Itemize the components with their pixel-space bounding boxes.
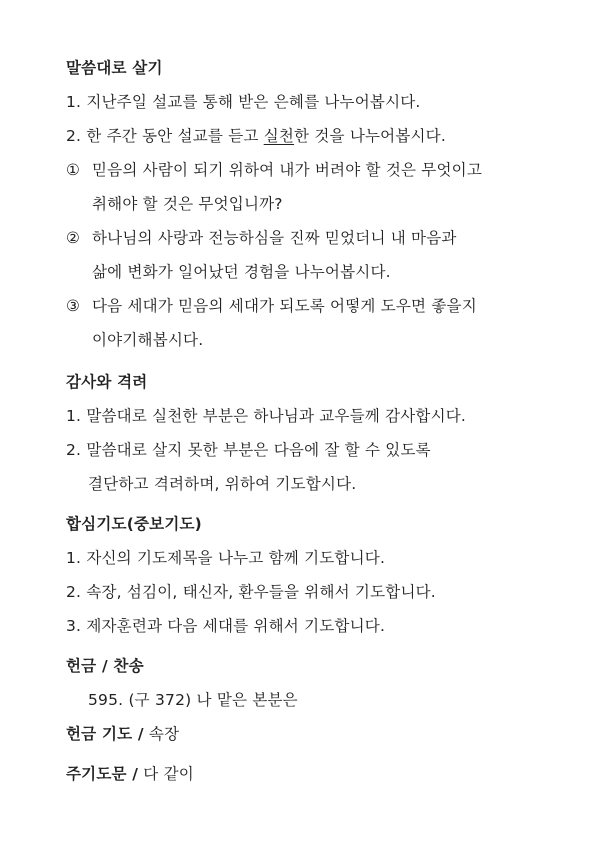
lords-prayer-value: 다 같이 bbox=[143, 765, 194, 783]
underlined-word: 실천 bbox=[263, 127, 295, 145]
list-item: 3. 제자훈련과 다음 세대를 위해서 기도합니다. bbox=[66, 617, 386, 635]
list-item bbox=[66, 126, 446, 146]
question-text-continued: 이야기해봅시다. bbox=[92, 331, 204, 349]
offering-prayer-line bbox=[66, 724, 179, 744]
question-item bbox=[66, 296, 477, 316]
question-text: 하나님의 사랑과 전능하심을 진짜 믿었더니 내 마음과 bbox=[92, 229, 457, 247]
hymn-title: 595. (구 372) 나 맡은 본분은 bbox=[88, 691, 298, 709]
list-item: 2. 말씀대로 살지 못한 부분은 다음에 잘 할 수 있도록 bbox=[66, 441, 431, 459]
offering-prayer-label: 헌금 기도 / bbox=[66, 725, 144, 743]
question-text-continued: 삶에 변화가 일어났던 경험을 나누어봅시다. bbox=[92, 263, 391, 281]
list-item-text: 한 것을 나누어봅시다. bbox=[294, 127, 446, 145]
question-item bbox=[66, 228, 457, 248]
circled-number: ① bbox=[66, 161, 81, 179]
circled-number: ③ bbox=[66, 297, 81, 315]
section-heading-joint-prayer: 합심기도(중보기도) bbox=[66, 515, 202, 533]
list-item: 1. 지난주일 설교를 통해 받은 은혜를 나누어봅시다. bbox=[66, 93, 421, 111]
circled-number: ② bbox=[66, 229, 81, 247]
question-text: 다음 세대가 믿음의 세대가 되도록 어떻게 도우면 좋을지 bbox=[92, 297, 477, 315]
question-item bbox=[66, 160, 482, 180]
section-heading-offering-hymn: 헌금 / 찬송 bbox=[66, 657, 144, 675]
list-item: 2. 속장, 섬김이, 태신자, 환우들을 위해서 기도합니다. bbox=[66, 583, 436, 601]
question-text-continued: 취해야 할 것은 무엇입니까? bbox=[92, 195, 283, 213]
list-item-continued: 결단하고 격려하며, 위하여 기도합시다. bbox=[88, 475, 357, 493]
question-text: 믿음의 사람이 되기 위하여 내가 버려야 할 것은 무엇이고 bbox=[92, 161, 482, 179]
offering-prayer-value: 속장 bbox=[148, 725, 180, 743]
section-heading-living-by-word: 말씀대로 살기 bbox=[66, 59, 163, 77]
lords-prayer-line bbox=[66, 764, 194, 784]
list-item: 1. 자신의 기도제목을 나누고 함께 기도합니다. bbox=[66, 549, 386, 567]
lords-prayer-label: 주기도문 / bbox=[66, 765, 139, 783]
section-heading-thanks-encouragement: 감사와 격려 bbox=[66, 373, 148, 391]
list-item-text: 2. 한 주간 동안 설교를 듣고 bbox=[66, 127, 264, 145]
list-item: 1. 말씀대로 실천한 부분은 하나님과 교우들께 감사합시다. bbox=[66, 407, 467, 425]
